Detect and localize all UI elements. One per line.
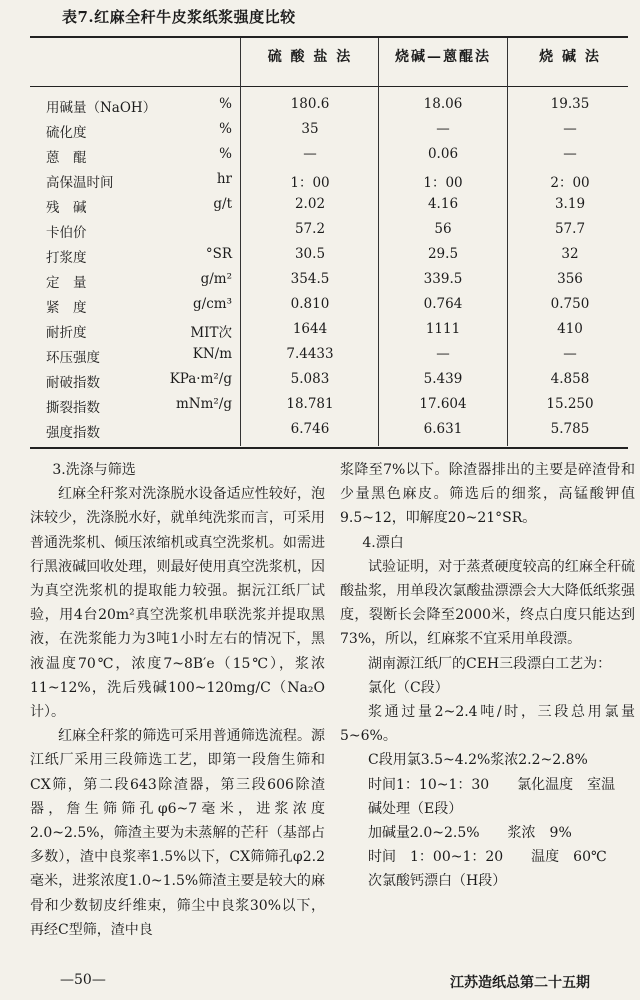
cell-unit: mNm²/g (175, 396, 232, 412)
cell-label: 耐破指数 (46, 375, 100, 391)
cell-v1: 7.4433 (286, 346, 334, 362)
cell-v2: 4.16 (427, 196, 459, 212)
header-kraft: 硫 酸 盐 法 (267, 49, 353, 65)
table-row (0, 369, 640, 394)
cell-v1: 35 (301, 121, 319, 137)
paragraph: 红麻全秆浆的筛选可采用普通筛选流程。源江纸厂采用三段筛选工艺，即第一段詹生筛和CX筛，第二段643除渣器，第三段606除渣器，詹生筛筛孔φ6~7毫米，进浆浓度2.0~2.5%，筛渣主要为未蒸解的芒秆（基部占多数），渣中良浆率1.5%以下，CX筛筛孔φ2.2毫米，进浆浓度1.0~1.5%筛渣主要是较大的麻骨和少数韧皮纤维束，筛尘中良浆30%以下，再经C型筛，渣中良 (30, 728, 325, 938)
cell-v1: 2.02 (294, 196, 326, 212)
cell-unit: MIT次 (190, 325, 232, 341)
cell-label: 蒽 醌 (46, 150, 87, 166)
cell-v3: 3.19 (554, 196, 586, 212)
table-row (0, 419, 640, 444)
cell-label: 耐折度 (46, 325, 87, 341)
table-row (0, 219, 640, 244)
process-line: 加碱量2.0~2.5% 浆浓 9% (368, 825, 572, 842)
cell-v3: 32 (561, 246, 579, 262)
table-row (0, 319, 640, 344)
cell-label: 环压强度 (46, 350, 100, 366)
cell-v2: 339.5 (423, 271, 463, 287)
table-row (0, 344, 640, 369)
cell-v2: 56 (434, 221, 452, 237)
cell-v1: 5.083 (290, 371, 330, 387)
header-soda: 烧 碱 法 (539, 49, 601, 65)
table-bottom-rule (30, 447, 628, 449)
paragraph: 红麻全秆浆对洗涤脱水设备适应性较好，泡沫较少，洗涤脱水好，就单纯洗浆而言，可采用普通洗浆机、倾压浓缩机或真空洗浆机。如需进行黑液碱回收处理，则最好使用真空洗浆机，因为真空洗浆机的提取能力较强。据沅江纸厂试验，用4台20m²真空洗浆机串联洗浆并提取黑液，在洗浆能力为3吨1小时左右的情况下，黑液温度70℃，浓度7~8B′e（15℃），浆浓11~12%，洗后残碱100~120mg/C（Na₂O计）。 (30, 486, 325, 721)
paragraph: 浆降至7%以下。除渣器排出的主要是碎渣骨和少量黑色麻皮。筛选后的细浆，高锰酸钾值9.5~12，叩解度20~21°SR。 (340, 462, 635, 527)
cell-v1: 1：00 (290, 175, 330, 191)
cell-label: 高保温时间 (46, 175, 114, 191)
cell-v1: 1644 (292, 321, 328, 337)
cell-label: 卡伯价 (46, 225, 87, 241)
cell-unit: % (219, 146, 232, 162)
process-line: 次氯酸钙漂白（H段） (368, 873, 507, 890)
section-heading-bleaching: 4.漂白 (362, 534, 404, 551)
cell-unit: % (219, 96, 232, 112)
cell-v2: 17.604 (419, 396, 467, 412)
page-number: —50— (60, 972, 106, 988)
cell-v3: 4.858 (550, 371, 590, 387)
cell-v2: 29.5 (427, 246, 459, 262)
cell-v3: — (563, 346, 577, 362)
cell-v2: 18.06 (423, 96, 463, 112)
process-line: 碱处理（E段） (368, 800, 463, 817)
process-line: C段用氯3.5~4.2%浆浓2.2~2.8% (368, 752, 588, 769)
cell-label: 定 量 (46, 275, 87, 291)
cell-label: 用碱量（NaOH） (46, 100, 157, 116)
table-top-rule (30, 36, 628, 38)
cell-label: 残 碱 (46, 200, 87, 216)
cell-v1: 18.781 (286, 396, 334, 412)
table-row (0, 94, 640, 119)
header-soda-aq: 烧碱—蒽醌法 (395, 49, 491, 65)
cell-v1: 180.6 (290, 96, 330, 112)
cell-v3: 356 (557, 271, 583, 287)
cell-v3: 410 (557, 321, 583, 337)
left-column (30, 458, 325, 942)
cell-v3: 5.785 (550, 421, 590, 437)
cell-v2: — (436, 346, 450, 362)
cell-v3: 57.7 (554, 221, 586, 237)
strength-comparison-table (0, 30, 640, 450)
cell-v1: 57.2 (294, 221, 326, 237)
cell-v1: — (303, 146, 317, 162)
cell-label: 紧 度 (46, 300, 87, 316)
process-line: 浆通过量2~2.4吨/时，三段总用氯量5~6%。 (340, 704, 635, 745)
cell-v1: 0.810 (290, 296, 330, 312)
cell-v2: 0.06 (427, 146, 459, 162)
table-row (0, 294, 640, 319)
cell-unit: g/cm³ (193, 296, 232, 312)
cell-v1: 30.5 (294, 246, 326, 262)
cell-unit: g/m² (200, 271, 232, 287)
cell-v2: 0.764 (423, 296, 463, 312)
table-row (0, 394, 640, 419)
cell-unit: °SR (205, 246, 232, 262)
table-row (0, 169, 640, 194)
cell-v2: 5.439 (423, 371, 463, 387)
cell-label: 强度指数 (46, 425, 100, 441)
cell-v2: — (436, 121, 450, 137)
cell-v3: 19.35 (550, 96, 590, 112)
table-caption: 表7.红麻全秆牛皮浆纸浆强度比较 (62, 8, 296, 26)
journal-name: 江苏造纸总第二十五期 (450, 975, 590, 991)
cell-v2: 6.631 (423, 421, 463, 437)
cell-unit: KN/m (192, 346, 232, 362)
table-row (0, 194, 640, 219)
section-heading-washing: 3.洗涤与筛选 (52, 462, 136, 478)
cell-v3: 0.750 (550, 296, 590, 312)
cell-v2: 1：00 (423, 175, 463, 191)
cell-unit: hr (216, 171, 232, 187)
table-row (0, 119, 640, 144)
cell-label: 撕裂指数 (46, 400, 100, 416)
paragraph: 湖南源江纸厂的CEH三段漂白工艺为： (368, 655, 612, 672)
cell-v3: 15.250 (546, 396, 594, 412)
cell-unit: g/t (213, 196, 232, 212)
table-header-rule (30, 86, 628, 87)
paragraph: 试验证明，对于蒸煮硬度较高的红麻全秆硫酸盐浆，用单段次氯酸盐漂漂会大大降低纸浆强度，裂断长会降至2000米，终点白度只能达到73%，所以，红麻浆不宜采用单段漂。 (340, 558, 635, 648)
cell-v3: — (563, 121, 577, 137)
cell-label: 打浆度 (46, 250, 87, 266)
cell-unit: % (219, 121, 232, 137)
cell-label: 硫化度 (46, 125, 87, 141)
cell-v2: 1111 (425, 321, 461, 337)
process-line: 时间 1：00~1：20 温度 60℃ (368, 849, 607, 866)
cell-v1: 6.746 (290, 421, 330, 437)
table-row (0, 269, 640, 294)
cell-unit: KPa·m²/g (169, 371, 232, 387)
cell-v3: — (563, 146, 577, 162)
table-row (0, 244, 640, 269)
cell-v1: 354.5 (290, 271, 330, 287)
right-column (340, 458, 635, 894)
cell-v3: 2：00 (550, 175, 590, 191)
process-line: 时间1：10~1：30 氯化温度 室温 (368, 776, 616, 793)
process-line: 氯化（C段） (368, 679, 449, 696)
table-row (0, 144, 640, 169)
